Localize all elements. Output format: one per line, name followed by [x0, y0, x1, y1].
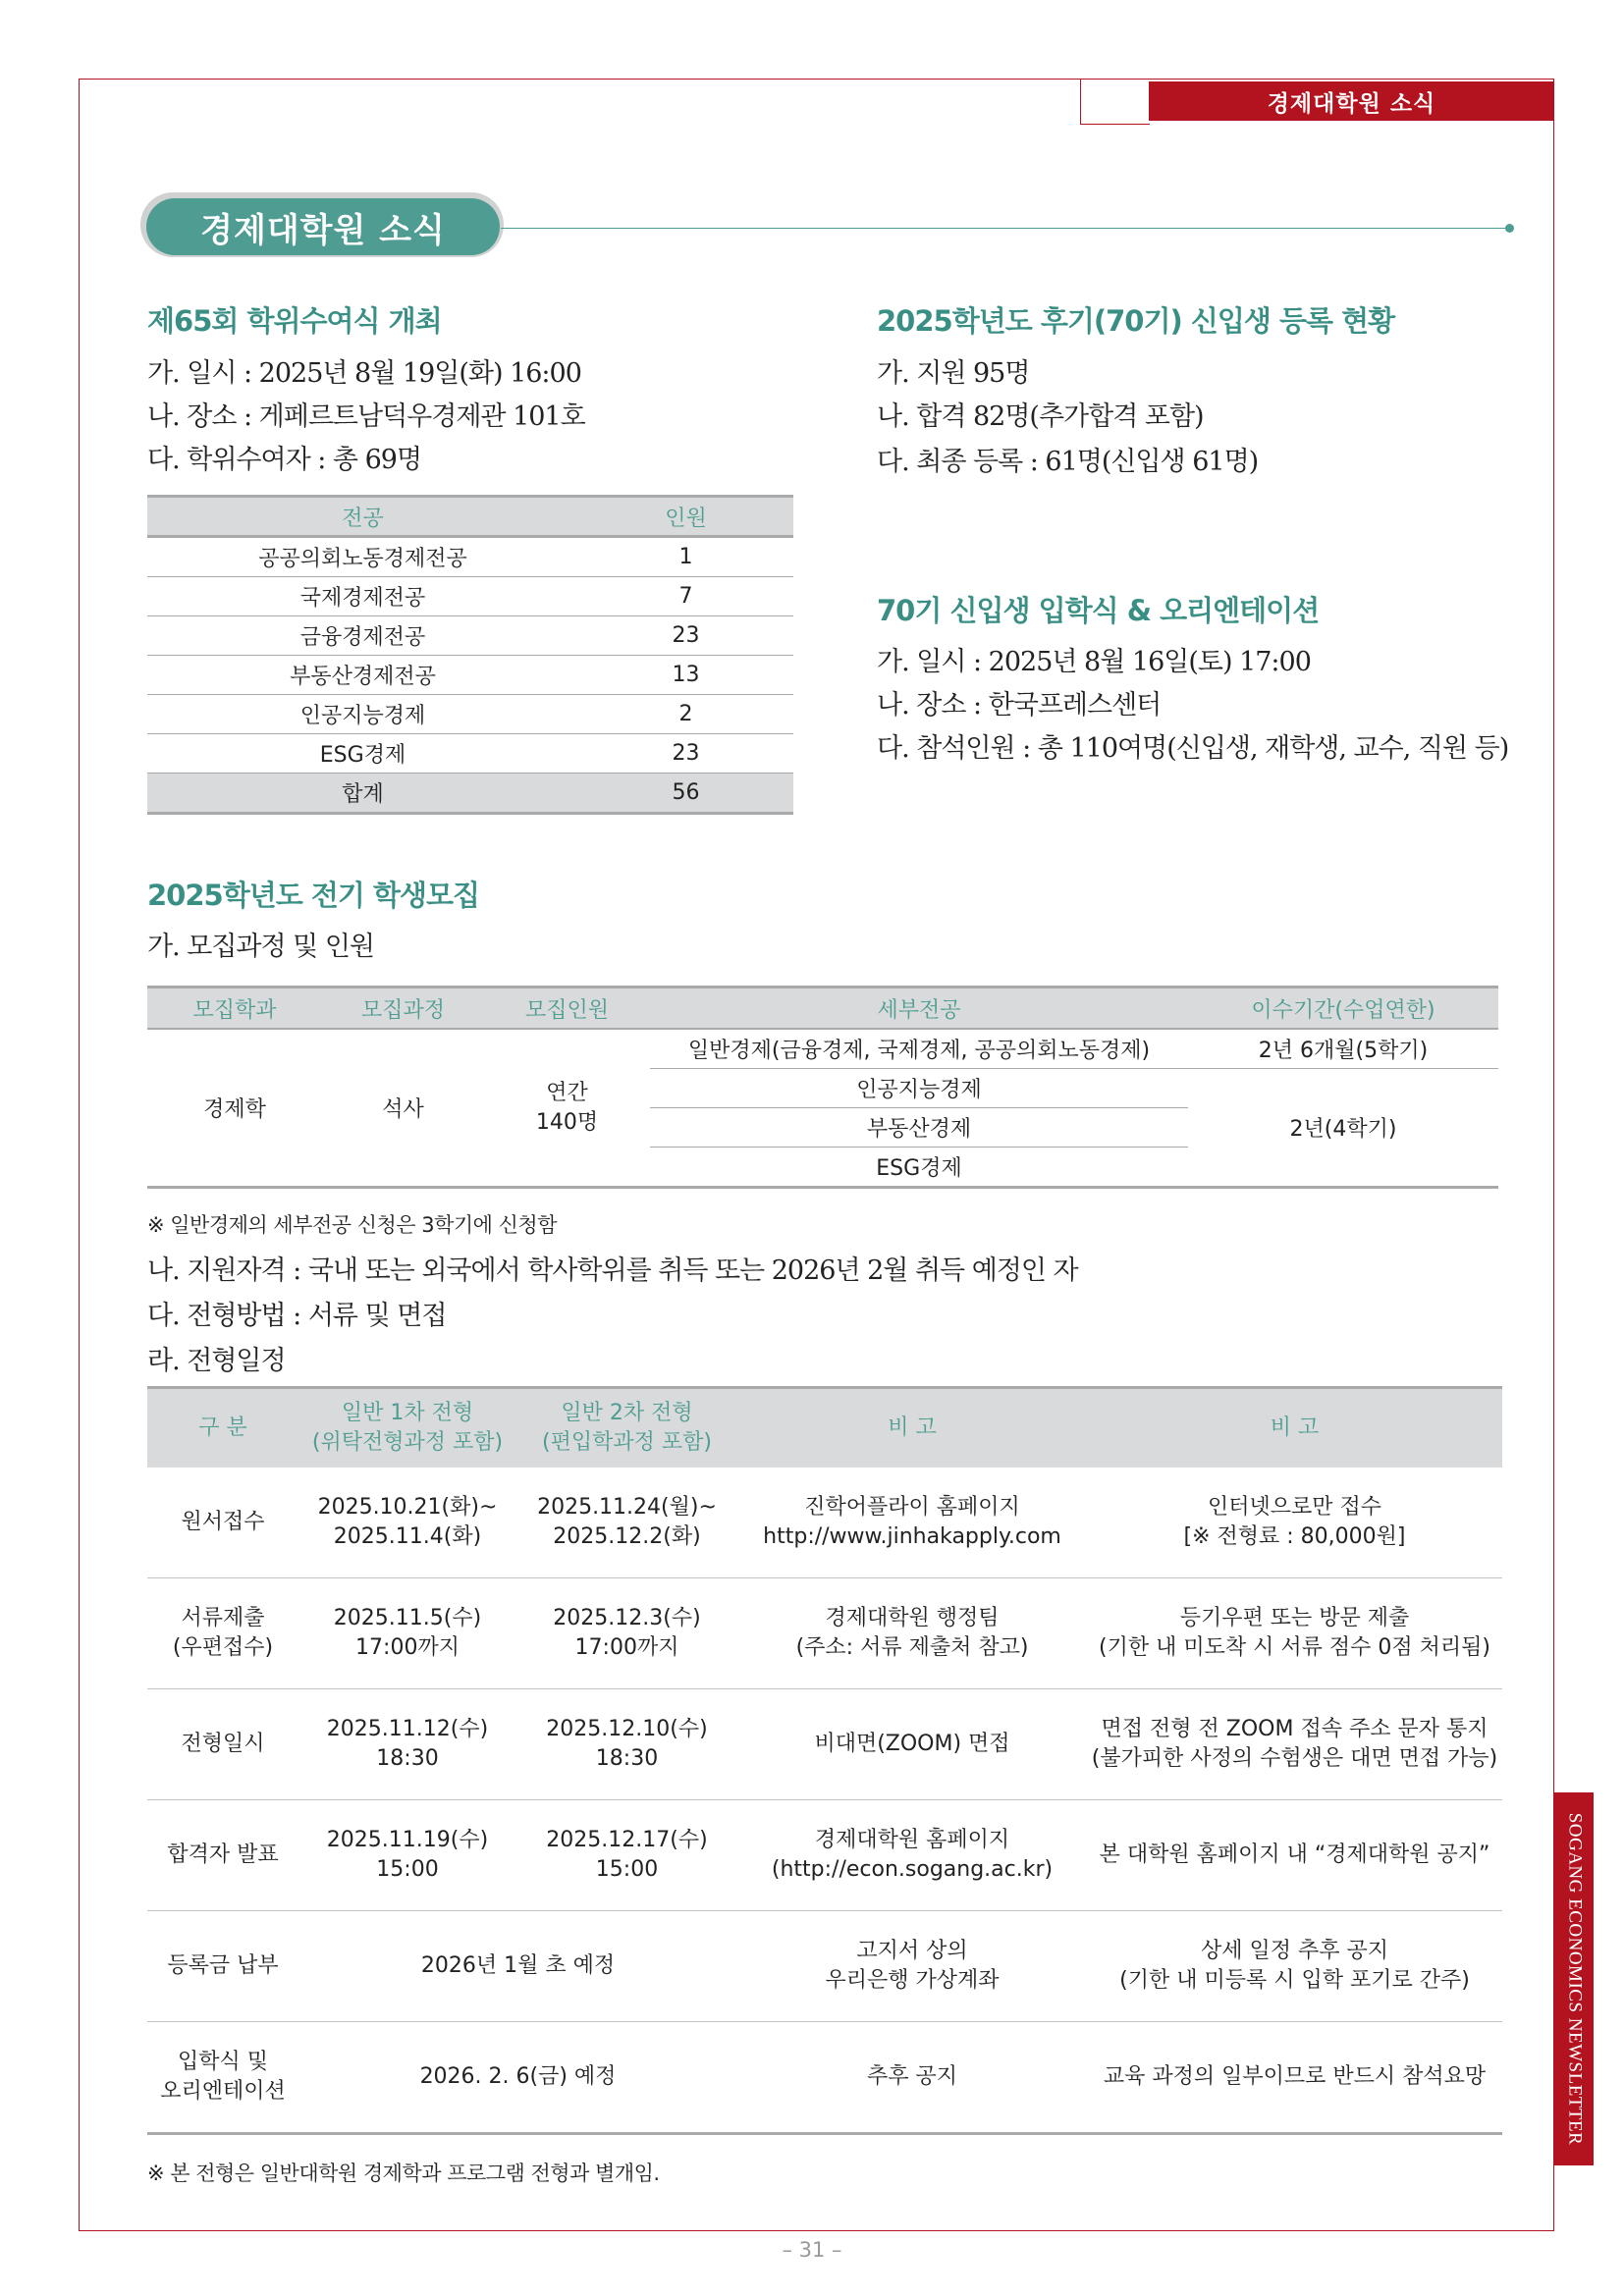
recruit-table	[147, 986, 1498, 1189]
table-cell: 면접 전형 전 ZOOM 접속 주소 문자 통지 (불가피한 사정의 수험생은 대면 면접 가능)	[1087, 1689, 1502, 1800]
table-cell: 등기우편 또는 방문 제출 (기한 내 미도착 시 서류 점수 0점 처리됨)	[1087, 1578, 1502, 1689]
orientation-heading: 70기 신입생 입학식 & 오리엔테이션	[877, 594, 1320, 627]
table-cell: 금융경제전공	[147, 616, 578, 656]
table-cell: 13	[578, 656, 793, 695]
section-title: 경제대학원 소식	[146, 198, 500, 255]
table-cell: 2년(4학기)	[1188, 1069, 1498, 1188]
recruit-line-b: 나. 지원자격 : 국내 또는 외국에서 학사학위를 취득 또는 2026년 2월 취득 예정인 자	[147, 1255, 1078, 1286]
table-cell: ESG경제	[650, 1148, 1188, 1188]
table-cell: 2026. 2. 6(금) 예정	[298, 2022, 737, 2134]
admission-line: 나. 합격 82명(추가합격 포함)	[877, 401, 1204, 432]
section-rule-dot	[1505, 224, 1514, 233]
table-cell: 본 대학원 홈페이지 내 “경제대학원 공지”	[1087, 1800, 1502, 1911]
sidebar-tab	[1554, 1792, 1594, 2165]
recruit-line-c: 다. 전형방법 : 서류 및 면접	[147, 1301, 447, 1331]
section-rule	[501, 228, 1512, 229]
graduation-table	[147, 495, 793, 815]
table-cell: 국제경제전공	[147, 577, 578, 616]
table-cell: 인공지능경제	[147, 695, 578, 734]
admission-heading: 2025학년도 후기(70기) 신입생 등록 현황	[877, 304, 1395, 338]
table-cell: 연간 140명	[484, 1029, 650, 1188]
table-row	[147, 1689, 1502, 1800]
column-header: 세부전공	[650, 988, 1188, 1030]
table-cell: 등록금 납부	[147, 1911, 298, 2022]
table-cell: 비대면(ZOOM) 면접	[737, 1689, 1087, 1800]
table-row	[147, 734, 793, 774]
table-cell: 2025.11.24(월)~ 2025.12.2(화)	[516, 1468, 737, 1578]
table-cell: 2025.11.5(수) 17:00까지	[298, 1578, 516, 1689]
orientation-line: 다. 참석인원 : 총 110여명(신입생, 재학생, 교수, 직원 등)	[877, 733, 1509, 764]
section-title-badge	[140, 192, 504, 259]
table-row	[147, 1911, 1502, 2022]
column-header: 모집과정	[322, 988, 484, 1030]
column-header: 비 고	[737, 1388, 1087, 1468]
table-row	[147, 2022, 1502, 2134]
column-header: 비 고	[1087, 1388, 1502, 1468]
table-row	[147, 695, 793, 734]
recruit-note: ※ 일반경제의 세부전공 신청은 3학기에 신청함	[147, 1213, 557, 1237]
table-row	[147, 1578, 1502, 1689]
table-cell: 공공의회노동경제전공	[147, 537, 578, 577]
table-row	[147, 616, 793, 656]
recruit-line-d: 라. 전형일정	[147, 1346, 286, 1376]
column-header: 일반 1차 전형 (위탁전형과정 포함)	[298, 1388, 516, 1468]
column-header: 일반 2차 전형 (편입학과정 포함)	[516, 1388, 737, 1468]
table-cell: 인터넷으로만 접수 [※ 전형료 : 80,000원]	[1087, 1468, 1502, 1578]
column-header: 이수기간(수업연한)	[1188, 988, 1498, 1030]
table-cell: 2025.12.3(수) 17:00까지	[516, 1578, 737, 1689]
column-header: 모집인원	[484, 988, 650, 1030]
table-cell: 경제학	[147, 1029, 322, 1188]
column-header: 구 분	[147, 1388, 298, 1468]
graduation-line: 나. 장소 : 게페르트남덕우경제관 101호	[147, 401, 585, 432]
table-cell: 진학어플라이 홈페이지 http://www.jinhakapply.com	[737, 1468, 1087, 1578]
table-cell: 2026년 1월 초 예정	[298, 1911, 737, 2022]
table-cell: 원서접수	[147, 1468, 298, 1578]
table-cell: 부동산경제전공	[147, 656, 578, 695]
table-cell: 고지서 상의 우리은행 가상계좌	[737, 1911, 1087, 2022]
table-row	[147, 1468, 1502, 1578]
admission-line: 다. 최종 등록 : 61명(신입생 61명)	[877, 447, 1259, 477]
sidebar-text: SOGANG ECONOMICS NEWSLETTER	[1564, 1812, 1586, 2146]
table-cell: 23	[578, 734, 793, 774]
column-header: 인원	[578, 497, 793, 537]
table-cell: 56	[578, 774, 793, 814]
table-cell: 합계	[147, 774, 578, 814]
table-row	[147, 1029, 1498, 1069]
schedule-table	[147, 1386, 1502, 2135]
table-cell: 전형일시	[147, 1689, 298, 1800]
table-cell: 경제대학원 홈페이지 (http://econ.sogang.ac.kr)	[737, 1800, 1087, 1911]
table-header-row	[147, 988, 1498, 1030]
table-cell: 1	[578, 537, 793, 577]
table-cell: ESG경제	[147, 734, 578, 774]
table-cell: 2025.10.21(화)~ 2025.11.4(화)	[298, 1468, 516, 1578]
table-cell: 2025.11.12(수) 18:30	[298, 1689, 516, 1800]
graduation-line: 가. 일시 : 2025년 8월 19일(화) 16:00	[147, 358, 581, 389]
table-cell: 2025.12.10(수) 18:30	[516, 1689, 737, 1800]
table-cell: 부동산경제	[650, 1108, 1188, 1148]
header-spacer	[1080, 79, 1150, 125]
table-cell: 2025.12.17(수) 15:00	[516, 1800, 737, 1911]
table-cell: 2025.11.19(수) 15:00	[298, 1800, 516, 1911]
graduation-line: 다. 학위수여자 : 총 69명	[147, 445, 422, 475]
table-row	[147, 656, 793, 695]
table-cell: 교육 과정의 일부이므로 반드시 참석요망	[1087, 2022, 1502, 2134]
table-cell: 합격자 발표	[147, 1800, 298, 1911]
table-row	[147, 1800, 1502, 1911]
table-cell: 석사	[322, 1029, 484, 1188]
table-row	[147, 577, 793, 616]
table-cell: 인공지능경제	[650, 1069, 1188, 1108]
graduation-heading: 제65회 학위수여식 개최	[147, 304, 442, 338]
table-row	[147, 537, 793, 577]
table-total-row	[147, 774, 793, 814]
recruit-sub-a: 가. 모집과정 및 인원	[147, 932, 374, 962]
table-cell: 입학식 및 오리엔테이션	[147, 2022, 298, 2134]
column-header: 전공	[147, 497, 578, 537]
table-cell: 서류제출 (우편접수)	[147, 1578, 298, 1689]
table-cell: 7	[578, 577, 793, 616]
column-header: 모집학과	[147, 988, 322, 1030]
recruit-heading: 2025학년도 전기 학생모집	[147, 879, 480, 912]
table-cell: 일반경제(금융경제, 국제경제, 공공의회노동경제)	[650, 1029, 1188, 1069]
table-header-row	[147, 497, 793, 537]
header-section-tab: 경제대학원 소식	[1149, 81, 1554, 121]
table-cell: 경제대학원 행정팀 (주소: 서류 제출처 참고)	[737, 1578, 1087, 1689]
table-cell: 23	[578, 616, 793, 656]
table-cell: 2년 6개월(5학기)	[1188, 1029, 1498, 1069]
table-header-row	[147, 1388, 1502, 1468]
table-cell: 상세 일정 추후 공지 (기한 내 미등록 시 입학 포기로 간주)	[1087, 1911, 1502, 2022]
orientation-line: 가. 일시 : 2025년 8월 16일(토) 17:00	[877, 647, 1311, 677]
orientation-line: 나. 장소 : 한국프레스센터	[877, 690, 1162, 721]
page-number: – 31 –	[782, 2238, 842, 2262]
table-cell: 추후 공지	[737, 2022, 1087, 2134]
admission-line: 가. 지원 95명	[877, 358, 1030, 389]
schedule-note: ※ 본 전형은 일반대학원 경제학과 프로그램 전형과 별개임.	[147, 2162, 660, 2185]
table-cell: 2	[578, 695, 793, 734]
